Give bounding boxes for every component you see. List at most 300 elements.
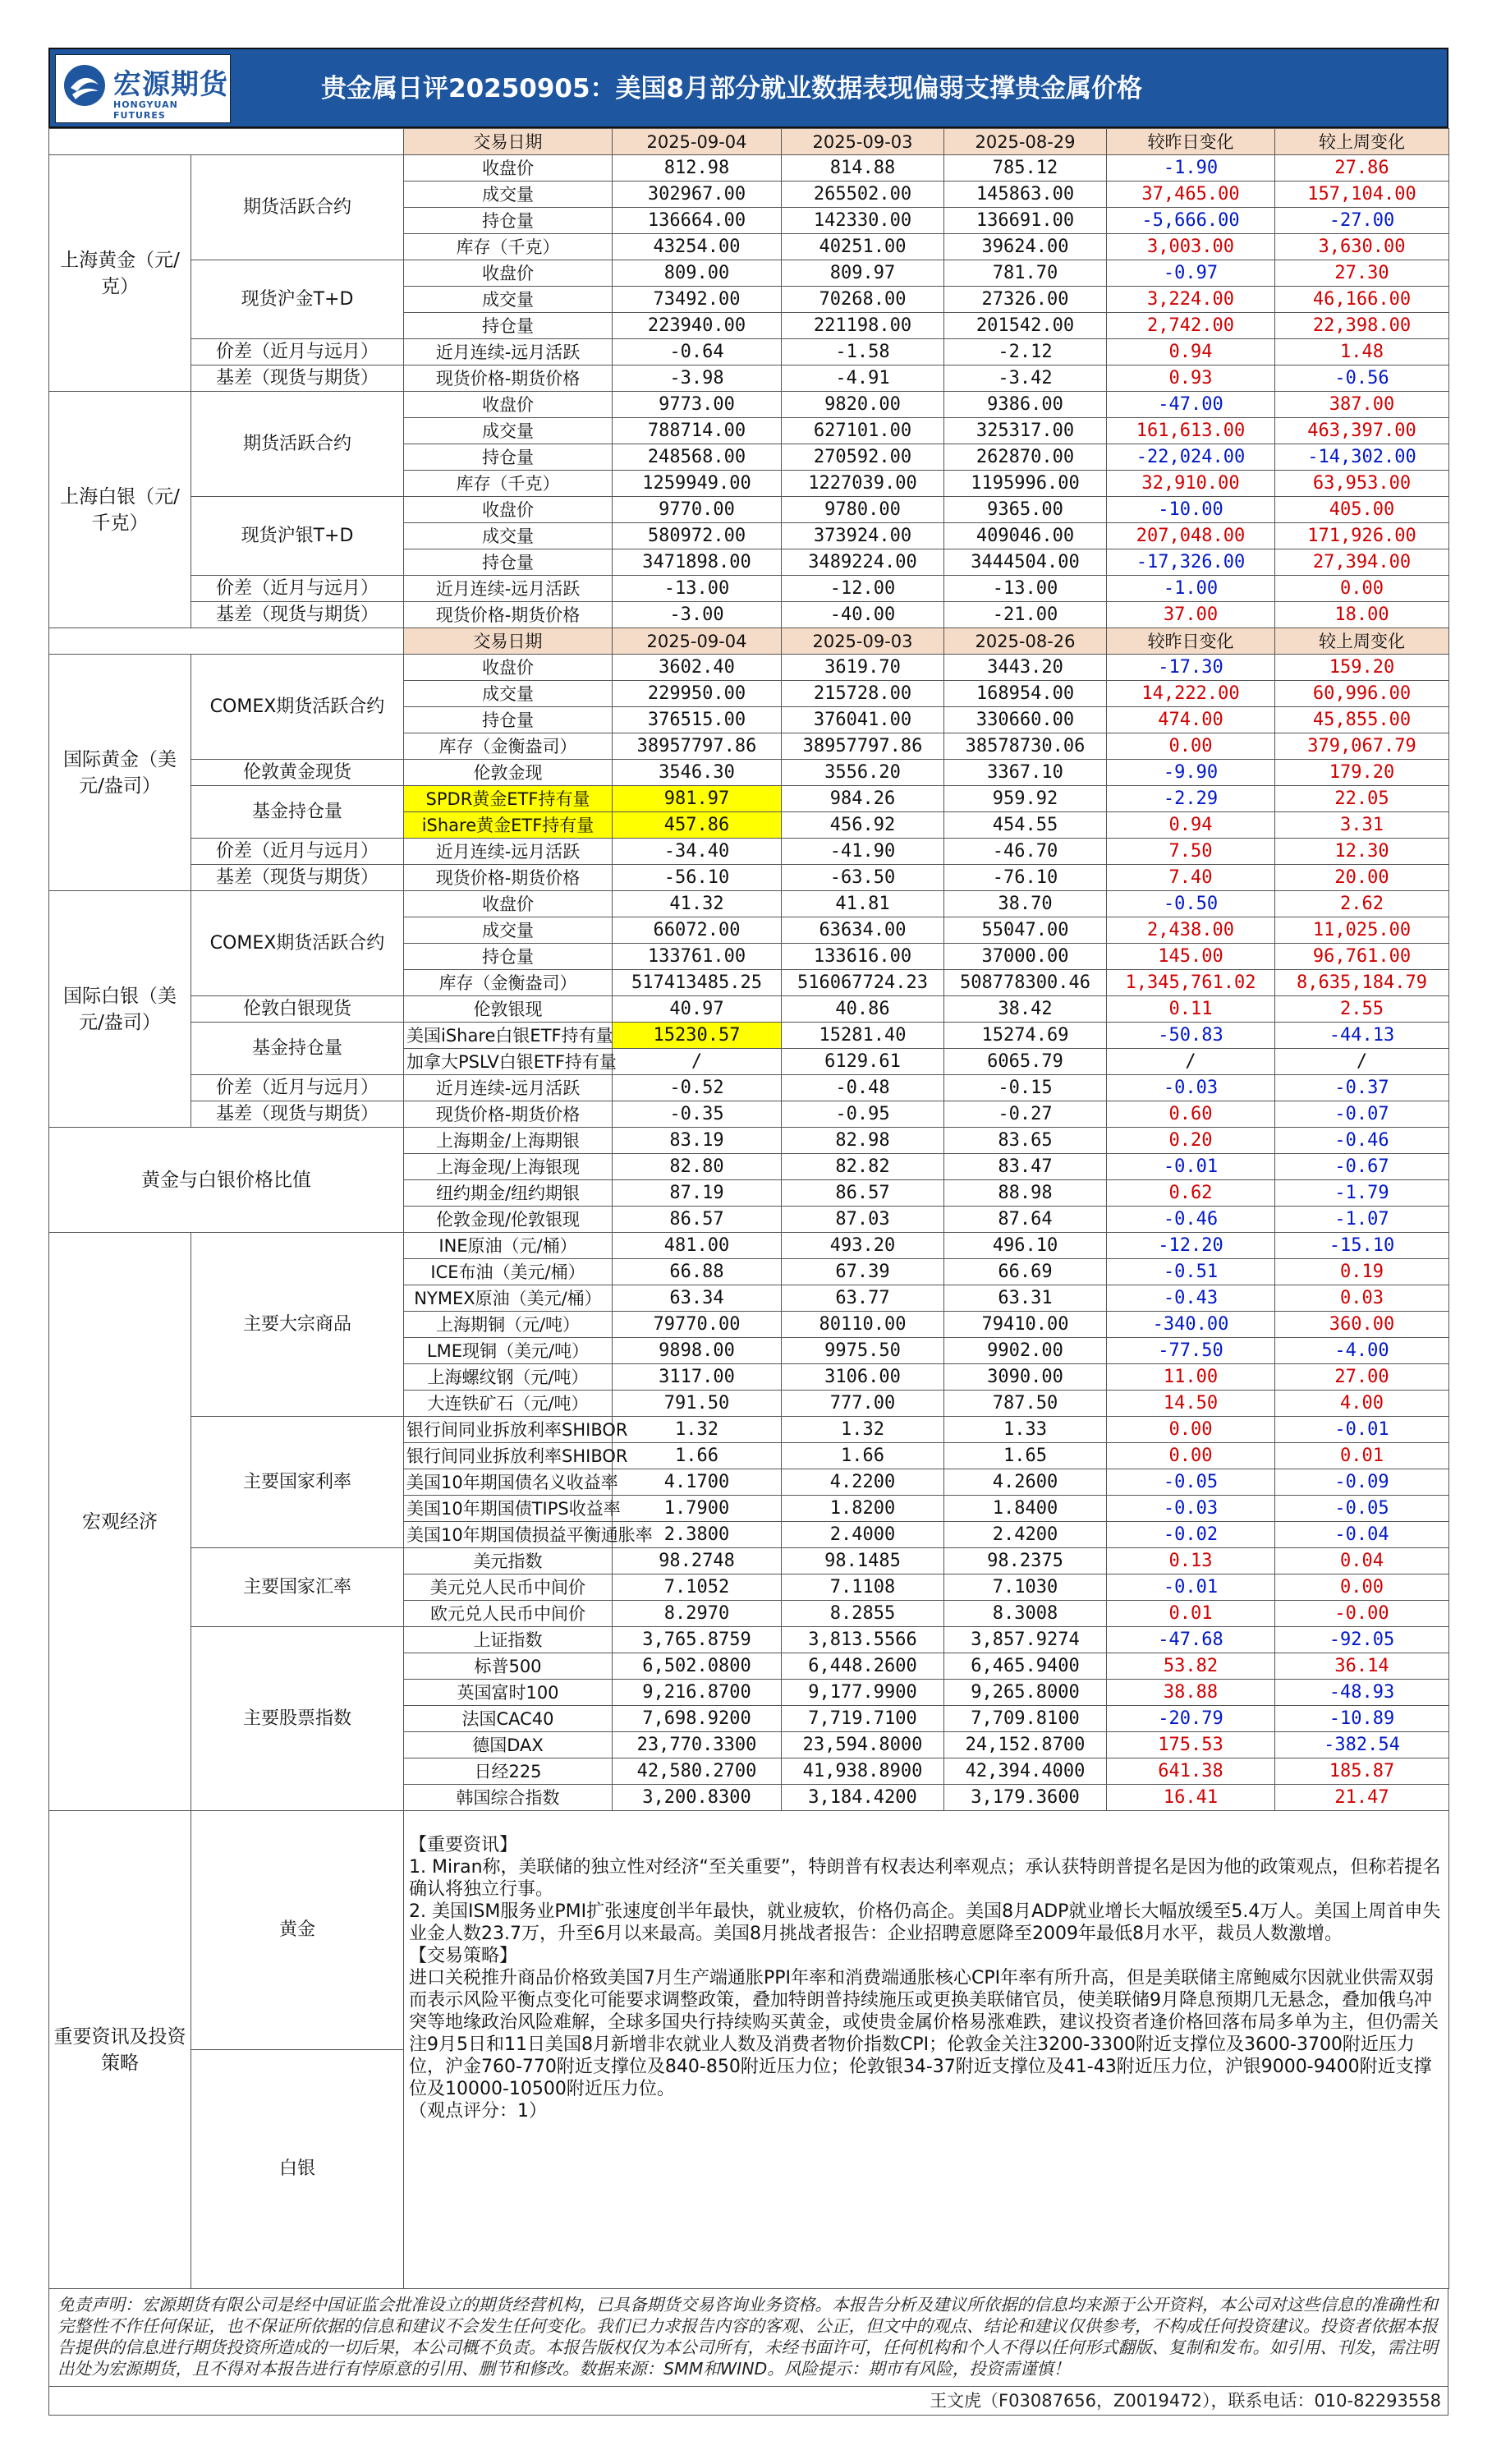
subgroup-label: 期货活跃合约 <box>191 392 404 497</box>
value-cell: 14,222.00 <box>1107 681 1275 707</box>
value-cell: 27.86 <box>1275 155 1449 182</box>
value-cell: -0.37 <box>1275 1075 1449 1101</box>
value-cell: 1.65 <box>944 1443 1107 1469</box>
row-label: 持仓量 <box>404 549 613 576</box>
subgroup-label: 价差（近月与远月） <box>191 576 404 602</box>
subgroup-label: 白银 <box>191 2050 404 2289</box>
value-cell: 777.00 <box>782 1391 944 1417</box>
value-cell: 79410.00 <box>944 1312 1107 1338</box>
value-cell: 41,938.8900 <box>782 1758 944 1785</box>
value-cell: -56.10 <box>613 865 782 891</box>
value-cell: -0.56 <box>1275 365 1449 392</box>
subgroup-label: 黄金 <box>191 1811 404 2050</box>
value-cell: 4.00 <box>1275 1391 1449 1417</box>
value-cell: -15.10 <box>1275 1233 1449 1259</box>
logo-text: 宏源期货 <box>113 68 228 101</box>
value-cell: 9,265.8000 <box>944 1680 1107 1706</box>
value-cell: 15281.40 <box>782 1023 944 1049</box>
row-label: 银行间同业拆放利率SHIBOR <box>404 1443 613 1469</box>
value-cell: -0.95 <box>782 1101 944 1128</box>
value-cell: 4.2200 <box>782 1469 944 1496</box>
date-header-row <box>49 628 1449 655</box>
news-line: 2. 美国ISM服务业PMI扩张速度创半年最快，就业疲软，价格仍高企。美国8月ADP就业增长大幅放缓至5.4万人。美国上周首申失业金人数23.7万，升至6月以来最高。美国8月挑战者报告：企业招聘意愿降至2009年最低8月水平，裁员人数激增。 <box>409 1901 1441 1944</box>
value-cell: 325317.00 <box>944 418 1107 444</box>
value-cell: 63.77 <box>782 1285 944 1312</box>
table-row <box>49 260 1449 287</box>
value-cell: 3,813.5566 <box>782 1627 944 1653</box>
value-cell: 215728.00 <box>782 681 944 707</box>
value-cell: -46.70 <box>944 839 1107 865</box>
value-cell: 40.86 <box>782 996 944 1023</box>
row-label: 库存（千克） <box>404 471 613 497</box>
value-cell: -48.93 <box>1275 1680 1449 1706</box>
row-label: 上海螺纹钢（元/吨） <box>404 1364 613 1391</box>
value-cell: 248568.00 <box>613 444 782 471</box>
row-label: SPDR黄金ETF持有量 <box>404 786 613 812</box>
header-cell: 交易日期 <box>404 628 613 655</box>
value-cell: 1227039.00 <box>782 471 944 497</box>
value-cell: 3,630.00 <box>1275 234 1449 260</box>
value-cell: 9975.50 <box>782 1338 944 1364</box>
value-cell: 262870.00 <box>944 444 1107 471</box>
row-label: 收盘价 <box>404 891 613 917</box>
value-cell: 3,184.4200 <box>782 1785 944 1811</box>
value-cell: 1.8400 <box>944 1496 1107 1522</box>
value-cell: 37000.00 <box>944 944 1107 970</box>
table-row <box>49 1128 1449 1154</box>
value-cell: 66072.00 <box>613 917 782 944</box>
value-cell: -1.00 <box>1107 576 1275 602</box>
value-cell: -2.12 <box>944 339 1107 365</box>
value-cell: 32,910.00 <box>1107 471 1275 497</box>
row-label: 成交量 <box>404 681 613 707</box>
value-cell: 7.1030 <box>944 1574 1107 1601</box>
value-cell: -0.09 <box>1275 1469 1449 1496</box>
value-cell: 63.31 <box>944 1285 1107 1312</box>
row-label: NYMEX原油（美元/桶） <box>404 1285 613 1312</box>
value-cell: -0.43 <box>1107 1285 1275 1312</box>
value-cell: -4.91 <box>782 365 944 392</box>
news-row-gold <box>49 1811 1449 2050</box>
value-cell: 9820.00 <box>782 392 944 418</box>
row-label: 美国iShare白银ETF持有量 <box>404 1023 613 1049</box>
row-label: 上证指数 <box>404 1627 613 1653</box>
value-cell: 96,761.00 <box>1275 944 1449 970</box>
value-cell: 15230.57 <box>613 1023 782 1049</box>
value-cell: 387.00 <box>1275 392 1449 418</box>
row-label: 现货价格-期货价格 <box>404 865 613 891</box>
news-line: 【交易策略】 <box>409 1946 518 1966</box>
value-cell: 3471898.00 <box>613 549 782 576</box>
row-label: 伦敦金现/伦敦银现 <box>404 1207 613 1233</box>
table-row <box>49 760 1449 786</box>
table-row <box>49 392 1449 418</box>
value-cell: 8.2855 <box>782 1601 944 1627</box>
value-cell: 0.20 <box>1107 1128 1275 1154</box>
value-cell: 6065.79 <box>944 1049 1107 1075</box>
row-label: 持仓量 <box>404 707 613 733</box>
value-cell: -10.00 <box>1107 497 1275 523</box>
value-cell: -40.00 <box>782 602 944 628</box>
row-label: 加拿大PSLV白银ETF持有量 <box>404 1049 613 1075</box>
subgroup-label: 基差（现货与期货） <box>191 1101 404 1128</box>
news-line: 【重要资讯】 <box>409 1835 518 1855</box>
value-cell: 12.30 <box>1275 839 1449 865</box>
table-row <box>49 1075 1449 1101</box>
value-cell: 98.1485 <box>782 1548 944 1574</box>
value-cell: 6,502.0800 <box>613 1653 782 1680</box>
value-cell: 3090.00 <box>944 1364 1107 1391</box>
value-cell: 1.66 <box>782 1443 944 1469</box>
news-line: （观点评分：1） <box>409 2101 547 2122</box>
subgroup-label: COMEX期货活跃合约 <box>191 655 404 760</box>
value-cell: 788714.00 <box>613 418 782 444</box>
value-cell: 63,953.00 <box>1275 471 1449 497</box>
value-cell: 55047.00 <box>944 917 1107 944</box>
value-cell: 1.7900 <box>613 1496 782 1522</box>
value-cell: -9.90 <box>1107 760 1275 786</box>
value-cell: 82.82 <box>782 1154 944 1180</box>
row-label: 成交量 <box>404 182 613 208</box>
value-cell: 785.12 <box>944 155 1107 182</box>
value-cell: 16.41 <box>1107 1785 1275 1811</box>
header-cell: 2025-09-04 <box>613 129 782 155</box>
row-label: 库存（金衡盎司） <box>404 970 613 996</box>
value-cell: 0.01 <box>1107 1601 1275 1627</box>
value-cell: 7.1052 <box>613 1574 782 1601</box>
row-label: 标普500 <box>404 1653 613 1680</box>
row-label: 现货价格-期货价格 <box>404 365 613 392</box>
value-cell: 46,166.00 <box>1275 287 1449 313</box>
value-cell: -63.50 <box>782 865 944 891</box>
subgroup-label: 价差（近月与远月） <box>191 339 404 365</box>
value-cell: 157,104.00 <box>1275 182 1449 208</box>
row-label: 欧元兑人民币中间价 <box>404 1601 613 1627</box>
value-cell: 3,765.8759 <box>613 1627 782 1653</box>
value-cell: / <box>1107 1049 1275 1075</box>
value-cell: 787.50 <box>944 1391 1107 1417</box>
value-cell: 981.97 <box>613 786 782 812</box>
header-cell: 2025-08-26 <box>944 628 1107 655</box>
header-cell: 2025-08-29 <box>944 129 1107 155</box>
group-label: 黄金与白银价格比值 <box>49 1128 404 1233</box>
value-cell: -21.00 <box>944 602 1107 628</box>
value-cell: 43254.00 <box>613 234 782 260</box>
value-cell: 474.00 <box>1107 707 1275 733</box>
value-cell: 38578730.06 <box>944 733 1107 760</box>
value-cell: 0.94 <box>1107 812 1275 839</box>
row-label: ICE布油（美元/桶） <box>404 1259 613 1285</box>
row-label: iShare黄金ETF持有量 <box>404 812 613 839</box>
value-cell: 456.92 <box>782 812 944 839</box>
value-cell: -77.50 <box>1107 1338 1275 1364</box>
value-cell: 86.57 <box>782 1180 944 1207</box>
value-cell: 812.98 <box>613 155 782 182</box>
value-cell: -0.05 <box>1107 1469 1275 1496</box>
value-cell: -27.00 <box>1275 208 1449 234</box>
value-cell: 8,635,184.79 <box>1275 970 1449 996</box>
table-row <box>49 891 1449 917</box>
table-row <box>49 1233 1449 1259</box>
value-cell: 67.39 <box>782 1259 944 1285</box>
value-cell: 481.00 <box>613 1233 782 1259</box>
value-cell: 302967.00 <box>613 182 782 208</box>
table-row <box>49 497 1449 523</box>
value-cell: 2,742.00 <box>1107 313 1275 339</box>
value-cell: -34.40 <box>613 839 782 865</box>
value-cell: 2.62 <box>1275 891 1449 917</box>
row-label: 库存（千克） <box>404 234 613 260</box>
row-label: 收盘价 <box>404 655 613 681</box>
value-cell: 53.82 <box>1107 1653 1275 1680</box>
value-cell: 1.66 <box>613 1443 782 1469</box>
value-cell: -41.90 <box>782 839 944 865</box>
value-cell: 40.97 <box>613 996 782 1023</box>
value-cell: 36.14 <box>1275 1653 1449 1680</box>
table-row <box>49 1417 1449 1443</box>
row-label: 上海期金/上海期银 <box>404 1128 613 1154</box>
value-cell: 133761.00 <box>613 944 782 970</box>
value-cell: 496.10 <box>944 1233 1107 1259</box>
value-cell: 508778300.46 <box>944 970 1107 996</box>
subgroup-label: 现货沪金T+D <box>191 260 404 339</box>
row-label: 韩国综合指数 <box>404 1785 613 1811</box>
table-row <box>49 339 1449 365</box>
row-label: 美国10年期国债TIPS收益率 <box>404 1496 613 1522</box>
value-cell: -0.03 <box>1107 1075 1275 1101</box>
value-cell: 88.98 <box>944 1180 1107 1207</box>
table-row <box>49 1023 1449 1049</box>
value-cell: -0.48 <box>782 1075 944 1101</box>
value-cell: 15274.69 <box>944 1023 1107 1049</box>
value-cell: 24,152.8700 <box>944 1732 1107 1758</box>
value-cell: 168954.00 <box>944 681 1107 707</box>
value-cell: -0.50 <box>1107 891 1275 917</box>
value-cell: 3106.00 <box>782 1364 944 1391</box>
value-cell: 3.31 <box>1275 812 1449 839</box>
value-cell: 14.50 <box>1107 1391 1275 1417</box>
value-cell: 0.13 <box>1107 1548 1275 1574</box>
value-cell: -20.79 <box>1107 1706 1275 1732</box>
value-cell: 984.26 <box>782 786 944 812</box>
subgroup-label: 基差（现货与期货） <box>191 602 404 628</box>
subgroup-label: COMEX期货活跃合约 <box>191 891 404 996</box>
value-cell: -0.01 <box>1107 1154 1275 1180</box>
value-cell: 7.40 <box>1107 865 1275 891</box>
disclaimer: 免责声明：宏源期货有限公司是经中国证监会批准设立的期货经营机构，已具备期货交易咨询业务资格。本报告分析及建议所依据的信息均来源于公开资料，本公司对这些信息的准确性和完整性不作任何保证，也不保证所依据的信息和建议不会发生任何变化。我们已力求报告内容的客观、公正，但文中的观点、结论和建议仅供参考，不构成任何投资建议。投资者依据本报告提供的信息进行期货投资所造成的一切后果，本公司概不负责。本报告版权仅为本公司所有，未经书面许可，任何机构和个人不得以任何形式翻版、复制和发布。如引用、刊发，需注明出处为宏源期货，且不得对本报告进行有悖原意的引用、删节和修改。数据来源：SMM和WIND。风险提示：期市有风险，投资需谨慎！ <box>48 2289 1448 2387</box>
value-cell: 73492.00 <box>613 287 782 313</box>
value-cell: -0.35 <box>613 1101 782 1128</box>
table-row <box>49 576 1449 602</box>
value-cell: 3489224.00 <box>782 549 944 576</box>
value-cell: 145.00 <box>1107 944 1275 970</box>
value-cell: 27,394.00 <box>1275 549 1449 576</box>
value-cell: -0.05 <box>1275 1496 1449 1522</box>
value-cell: 373924.00 <box>782 523 944 549</box>
value-cell: 133616.00 <box>782 944 944 970</box>
blank-header-cell <box>49 129 404 155</box>
value-cell: 3367.10 <box>944 760 1107 786</box>
group-label: 重要资讯及投资策略 <box>49 1811 191 2289</box>
value-cell: -12.00 <box>782 576 944 602</box>
value-cell: -10.89 <box>1275 1706 1449 1732</box>
value-cell: 3546.30 <box>613 760 782 786</box>
row-label: 近月连续-远月活跃 <box>404 1075 613 1101</box>
value-cell: 23,770.3300 <box>613 1732 782 1758</box>
group-label: 国际黄金（美元/盎司） <box>49 655 191 891</box>
header-cell: 较上周变化 <box>1275 129 1449 155</box>
value-cell: -0.51 <box>1107 1259 1275 1285</box>
value-cell: 201542.00 <box>944 313 1107 339</box>
value-cell: 7,709.8100 <box>944 1706 1107 1732</box>
value-cell: 405.00 <box>1275 497 1449 523</box>
header-cell: 2025-09-04 <box>613 628 782 655</box>
value-cell: -0.46 <box>1107 1207 1275 1233</box>
logo-subtext: HONGYUAN FUTURES <box>113 99 178 121</box>
value-cell: 3,003.00 <box>1107 234 1275 260</box>
value-cell: 79770.00 <box>613 1312 782 1338</box>
value-cell: 0.19 <box>1275 1259 1449 1285</box>
value-cell: 3443.20 <box>944 655 1107 681</box>
value-cell: -1.90 <box>1107 155 1275 182</box>
value-cell: 38957797.86 <box>782 733 944 760</box>
value-cell: 87.19 <box>613 1180 782 1207</box>
value-cell: 409046.00 <box>944 523 1107 549</box>
value-cell: -76.10 <box>944 865 1107 891</box>
value-cell: 42,394.4000 <box>944 1758 1107 1785</box>
value-cell: 7.50 <box>1107 839 1275 865</box>
value-cell: 41.81 <box>782 891 944 917</box>
header-cell: 2025-09-03 <box>782 628 944 655</box>
row-label: 成交量 <box>404 418 613 444</box>
value-cell: 0.00 <box>1275 1574 1449 1601</box>
value-cell: 179.20 <box>1275 760 1449 786</box>
value-cell: 9,177.9900 <box>782 1680 944 1706</box>
value-cell: 66.69 <box>944 1259 1107 1285</box>
news-line: 1. Miran称，美联储的独立性对经济“至关重要”，特朗普有权表达利率观点；承认获特朗普提名是因为他的政策观点，但称若提名确认将独立行事。 <box>409 1857 1441 1900</box>
value-cell: 3,179.3600 <box>944 1785 1107 1811</box>
subgroup-label: 伦敦黄金现货 <box>191 760 404 786</box>
value-cell: 0.93 <box>1107 365 1275 392</box>
value-cell: 1195996.00 <box>944 471 1107 497</box>
header-cell: 较上周变化 <box>1275 628 1449 655</box>
value-cell: 1,345,761.02 <box>1107 970 1275 996</box>
row-label: 上海金现/上海银现 <box>404 1154 613 1180</box>
author-contact: 王文虎（F03087656，Z0019472），联系电话：010-82293558 <box>48 2387 1448 2416</box>
row-label: 美元指数 <box>404 1548 613 1574</box>
group-label: 上海白银（元/千克） <box>49 392 191 628</box>
value-cell: 39624.00 <box>944 234 1107 260</box>
value-cell: -340.00 <box>1107 1312 1275 1338</box>
subgroup-label: 主要国家利率 <box>191 1417 404 1548</box>
row-label: LME现铜（美元/吨） <box>404 1338 613 1364</box>
value-cell: 0.01 <box>1275 1443 1449 1469</box>
value-cell: 0.00 <box>1107 1417 1275 1443</box>
value-cell: 1.32 <box>782 1417 944 1443</box>
row-label: 大连铁矿石（元/吨） <box>404 1391 613 1417</box>
row-label: 纽约期金/纽约期银 <box>404 1180 613 1207</box>
value-cell: 9,216.8700 <box>613 1680 782 1706</box>
value-cell: 463,397.00 <box>1275 418 1449 444</box>
value-cell: 38.88 <box>1107 1680 1275 1706</box>
value-cell: 21.47 <box>1275 1785 1449 1811</box>
value-cell: 627101.00 <box>782 418 944 444</box>
value-cell: -5,666.00 <box>1107 208 1275 234</box>
value-cell: 3,857.9274 <box>944 1627 1107 1653</box>
value-cell: 580972.00 <box>613 523 782 549</box>
value-cell: 2.4000 <box>782 1522 944 1548</box>
report-sheet <box>48 48 1448 2416</box>
subgroup-label: 主要大宗商品 <box>191 1233 404 1417</box>
value-cell: 2,438.00 <box>1107 917 1275 944</box>
value-cell: 457.86 <box>613 812 782 839</box>
value-cell: 516067724.23 <box>782 970 944 996</box>
value-cell: 6,465.9400 <box>944 1653 1107 1680</box>
table-row <box>49 996 1449 1023</box>
value-cell: -0.64 <box>613 339 782 365</box>
value-cell: 0.94 <box>1107 339 1275 365</box>
value-cell: -0.46 <box>1275 1128 1449 1154</box>
header-cell: 交易日期 <box>404 129 613 155</box>
value-cell: -0.27 <box>944 1101 1107 1128</box>
value-cell: 376041.00 <box>782 707 944 733</box>
row-label: 英国富时100 <box>404 1680 613 1706</box>
value-cell: 42,580.2700 <box>613 1758 782 1785</box>
value-cell: -92.05 <box>1275 1627 1449 1653</box>
value-cell: 37.00 <box>1107 602 1275 628</box>
row-label: INE原油（元/桶） <box>404 1233 613 1259</box>
row-label: 持仓量 <box>404 944 613 970</box>
row-label: 成交量 <box>404 917 613 944</box>
value-cell: 7.1108 <box>782 1574 944 1601</box>
value-cell: / <box>613 1049 782 1075</box>
value-cell: 7,719.7100 <box>782 1706 944 1732</box>
value-cell: 0.04 <box>1275 1548 1449 1574</box>
row-label: 伦敦金现 <box>404 760 613 786</box>
value-cell: 27326.00 <box>944 287 1107 313</box>
value-cell: 98.2375 <box>944 1548 1107 1574</box>
value-cell: 80110.00 <box>782 1312 944 1338</box>
row-label: 近月连续-远月活跃 <box>404 576 613 602</box>
value-cell: 9386.00 <box>944 392 1107 418</box>
row-label: 库存（金衡盎司） <box>404 733 613 760</box>
table-row <box>49 865 1449 891</box>
subgroup-label: 现货沪银T+D <box>191 497 404 576</box>
value-cell: 9365.00 <box>944 497 1107 523</box>
value-cell: 376515.00 <box>613 707 782 733</box>
news-content <box>404 1811 1449 2289</box>
row-label: 成交量 <box>404 287 613 313</box>
value-cell: 4.1700 <box>613 1469 782 1496</box>
row-label: 持仓量 <box>404 313 613 339</box>
value-cell: 454.55 <box>944 812 1107 839</box>
value-cell: 27.30 <box>1275 260 1449 287</box>
value-cell: 8.2970 <box>613 1601 782 1627</box>
hongyuan-logo-icon <box>62 63 107 108</box>
value-cell: -13.00 <box>613 576 782 602</box>
value-cell: 1259949.00 <box>613 471 782 497</box>
value-cell: -0.01 <box>1275 1417 1449 1443</box>
row-label: 美国10年期国债损益平衡通胀率 <box>404 1522 613 1548</box>
row-label: 法国CAC40 <box>404 1706 613 1732</box>
subgroup-label: 主要股票指数 <box>191 1627 404 1811</box>
row-label: 近月连续-远月活跃 <box>404 839 613 865</box>
report-header <box>48 48 1448 128</box>
value-cell: 265502.00 <box>782 182 944 208</box>
value-cell: 41.32 <box>613 891 782 917</box>
value-cell: 87.03 <box>782 1207 944 1233</box>
value-cell: -0.01 <box>1107 1574 1275 1601</box>
